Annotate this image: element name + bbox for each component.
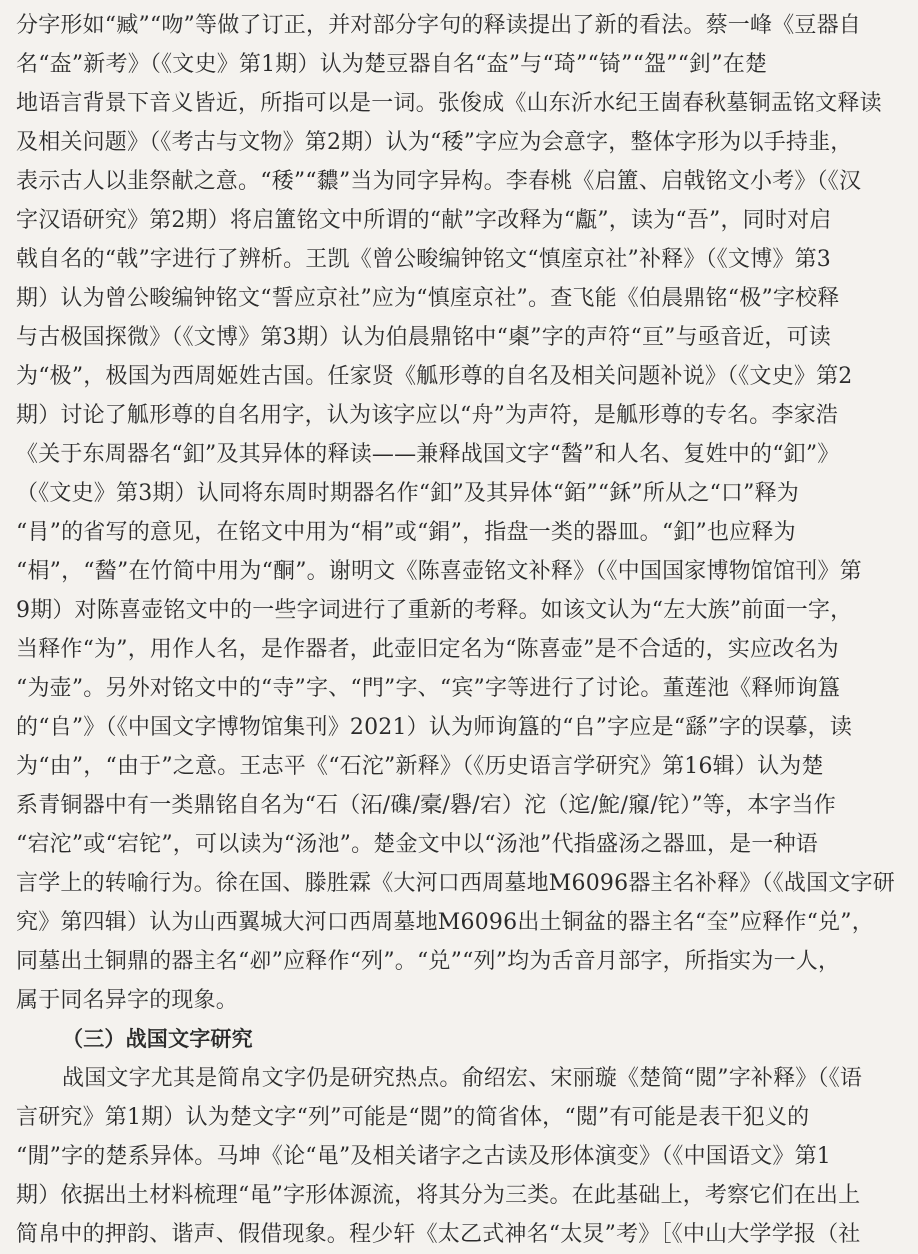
text-line: 戟自名的“戟”字进行了辨析。王凯《曾公畯编钟铭文“慎庢京社”补释》（《文博》第3: [16, 247, 831, 272]
text-line: 分字形如“臧”“吻”等做了订正，并对部分字句的释读提出了新的看法。蔡一峰《豆器自: [16, 13, 861, 38]
text-line: 期）认为曾公畯编钟铭文“誓应京社”应为“慎庢京社”。查飞能《伯晨鼎铭“极”字校释: [16, 286, 840, 311]
text-line: 表示古人以韭祭献之意。“䅗”“䵜”当为同字异构。李春桃《启簠、启戟铭文小考》（《汉: [16, 169, 862, 194]
paragraph-warring-states: [16, 1059, 906, 1254]
text-line: 言学上的转喻行为。徐在国、滕胜霖《大河口西周墓地M6096器主名补释》（《战国文字研: [16, 871, 895, 896]
text-line: 战国文字尤其是简帛文字仍是研究热点。俞绍宏、宋丽璇《楚简“閲”字补释》（《语: [62, 1066, 863, 1091]
text-line: 《关于东周器名“釦”及其异体的释读——兼释战国文字“醔”和人名、复姓中的“釦”》: [16, 442, 840, 467]
text-line: “肙”的省写的意见，在铭文中用为“梋”或“鋗”，指盘一类的器皿。“釦”也应释为: [16, 520, 796, 545]
text-line: 及相关问题》（《考古与文物》第2期）认为“䅗”字应为会意字，整体字形为以手持韭，: [16, 130, 853, 155]
text-line: 期）讨论了觚形尊的自名用字，认为该字应以“舟”为声符，是觚形尊的专名。李家浩: [16, 403, 839, 428]
text-line: 与古极国探微》（《文博》第3期）认为伯晨鼎铭中“㮚”字的声符“亘”与亟音近，可读: [16, 325, 831, 350]
text-line: 言研究》第1期）认为楚文字“列”可能是“閲”的简省体，“閲”有可能是表干犯义的: [16, 1105, 810, 1130]
text-line: 字汉语研究》第2期）将启簠铭文中所谓的“献”字改释为“甗”，读为“吾”，同时对启: [16, 208, 832, 233]
text-line: 为“由”，“由于”之意。王志平《“石沱”新释》（《历史语言学研究》第16辑）认为楚: [16, 754, 824, 779]
text-line: “梋”，“醔”在竹简中用为“酮”。谢明文《陈喜壶铭文补释》（《中国国家博物馆馆刊》第: [16, 559, 862, 584]
text-line: 为“极”，极国为西周姬姓古国。任家贤《觚形尊的自名及相关问题补说》（《文史》第2: [16, 364, 853, 389]
text-line: 名“盇”新考》（《文史》第1期）认为楚豆器自名“盇”与“琦”“锜”“盌”“釗”在楚: [16, 52, 768, 77]
text-line: “閒”字的楚系异体。马坤《论“黾”及相关诸字之古读及形体演变》（《中国语文》第1: [16, 1144, 831, 1169]
text-line: （《文史》第3期）认同将东周时期器名作“釦”及其异体“銆”“鉌”所从之“口”释为: [16, 481, 799, 506]
text-line: 简帛中的押韵、谐声、假借现象。程少轩《太乙式神名“太炅”考》［《中山大学学报（社: [16, 1222, 861, 1247]
text-line: 究》第四辑）认为山西翼城大河口西周墓地M6096出土铜盆的器主名“𡘇”应释作“兑”，: [16, 910, 874, 935]
paragraph-bronze-inscriptions: [16, 6, 906, 1020]
text-line: 9期）对陈喜壶铭文中的一些字词进行了重新的考释。如该文认为“左大族”前面一字，: [16, 598, 853, 623]
text-line: 的“𠂤”》（《中国文字博物馆集刊》2021）认为师询簋的“𠂤”字应是“繇”字的误摹，读: [16, 715, 853, 740]
text-line: “宕沱”或“宕铊”，可以读为“汤池”。楚金文中以“汤池”代指盛汤之器皿，是一种语: [16, 832, 818, 857]
text-line: “为壶”。另外对铭文中的“寺”字、“門”字、“宾”字等进行了讨论。董莲池《释师询簋: [16, 676, 841, 701]
text-line: 属于同名异字的现象。: [16, 988, 239, 1013]
text-line: 同墓出土铜鼎的器主名“𠨘”应释作“列”。“兑”“列”均为舌音月部字，所指实为一人，: [16, 949, 841, 974]
section-heading: （三）战国文字研究: [62, 1027, 253, 1051]
text-line: 当释作“为”，用作人名，是作器者，此壶旧定名为“陈喜壶”是不合适的，实应改名为: [16, 637, 839, 662]
text-line: 系青铜器中有一类鼎铭自名为“石（沰/磼/槖/礜/宕）沱（迱/鮀/䆿/铊）”等，本字当作: [16, 793, 836, 818]
text-line: 地语言背景下音义皆近，所指可以是一词。张俊成《山东沂水纪王崮春秋墓铜盂铭文释读: [16, 91, 882, 116]
text-line: 期）依据出土材料梳理“黾”字形体源流，将其分为三类。在此基础上，考察它们在出上: [16, 1183, 861, 1208]
